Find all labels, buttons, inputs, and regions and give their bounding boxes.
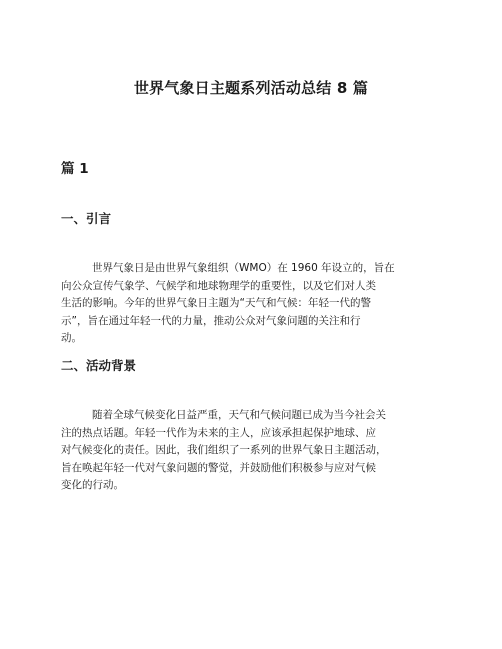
- section-paragraph-introduction: [61, 260, 451, 348]
- section-paragraph-background: [61, 407, 451, 495]
- paragraph-line: 注的热点话题。年轻一代作为未来的主人，应该承担起保护地球、应: [61, 426, 376, 439]
- paragraph-line: 变化的行动。: [61, 479, 124, 491]
- paragraph-line: 世界气象日是由世界气象组织（WMO）在 1960 年设立的，旨在: [92, 262, 395, 274]
- section-heading-introduction: 一、引言: [61, 211, 112, 226]
- document-title: 世界气象日主题系列活动总结 8 篇: [133, 79, 369, 97]
- paragraph-line: 随着全球气候变化日益严重，天气和气候问题已成为当今社会关: [92, 409, 386, 421]
- paragraph-line: 示”，旨在通过年轻一代的力量，推动公众对气象问题的关注和行: [61, 314, 361, 327]
- paragraph-line: 生活的影响。今年的世界气象日主题为“天气和气候：年轻一代的警: [61, 297, 371, 309]
- part-heading: 篇 1: [61, 161, 89, 177]
- paragraph-line: 向公众宣传气象学、气候学和地球物理学的重要性，以及它们对人类: [61, 279, 376, 292]
- section-heading-background: 二、活动背景: [61, 358, 137, 373]
- paragraph-line: 对气候变化的责任。因此，我们组织了一系列的世界气象日主题活动，: [61, 444, 387, 456]
- paragraph-line: 旨在唤起年轻一代对气象问题的警觉，并鼓励他们积极参与应对气候: [61, 461, 376, 474]
- paragraph-line: 动。: [61, 332, 82, 344]
